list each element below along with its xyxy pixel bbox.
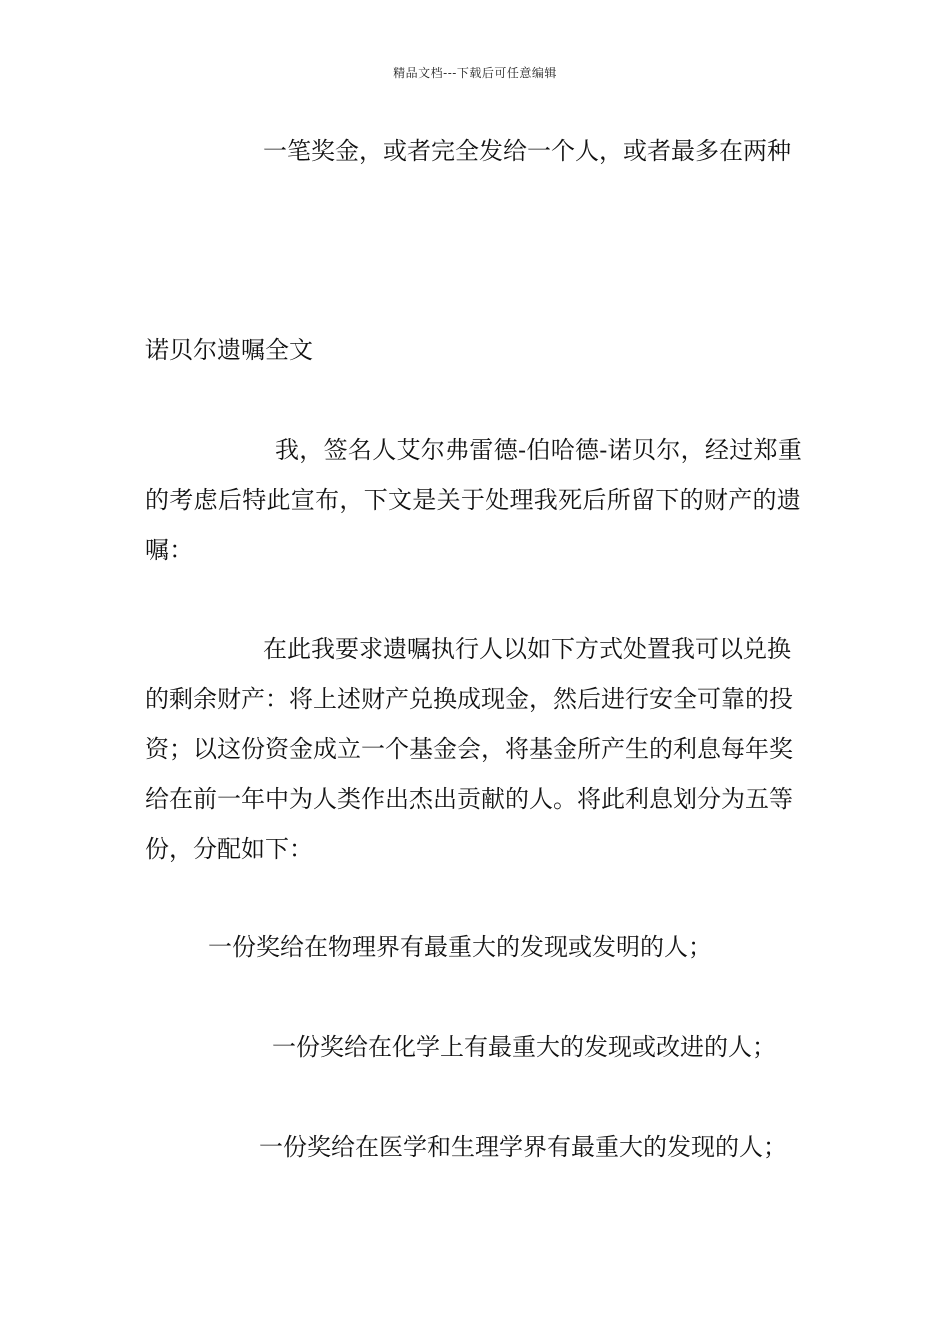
section-title: 诺贝尔遗嘱全文 <box>145 336 313 364</box>
paragraph-declaration: 我，签名人艾尔弗雷德-伯哈德-诺贝尔，经过郑重的考虑后特此宣布，下文是关于处理我死后所留下的财产的遗嘱： <box>145 436 803 564</box>
list-item-chemistry: 一份奖给在化学上有最重大的发现或改进的人； <box>272 1033 776 1061</box>
page-header: 精品文档---下载后可任意编辑 <box>393 66 557 80</box>
list-item-physics: 一份奖给在物理界有最重大的发现或发明的人； <box>208 933 712 961</box>
paragraph-instructions: 在此我要求遗嘱执行人以如下方式处置我可以兑换的剩余财产：将上述财产兑换成现金，然后进行安全可靠的投资；以这份资金成立一个基金会，将基金所产生的利息每年奖给在前一年中为人类作出杰出贡献的人。将此利息划分为五等份，分配如下： <box>145 635 793 863</box>
list-item-medicine: 一份奖给在医学和生理学界有最重大的发现的人； <box>259 1133 787 1161</box>
paragraph-continuation: 一笔奖金，或者完全发给一个人，或者最多在两种 <box>263 137 791 165</box>
